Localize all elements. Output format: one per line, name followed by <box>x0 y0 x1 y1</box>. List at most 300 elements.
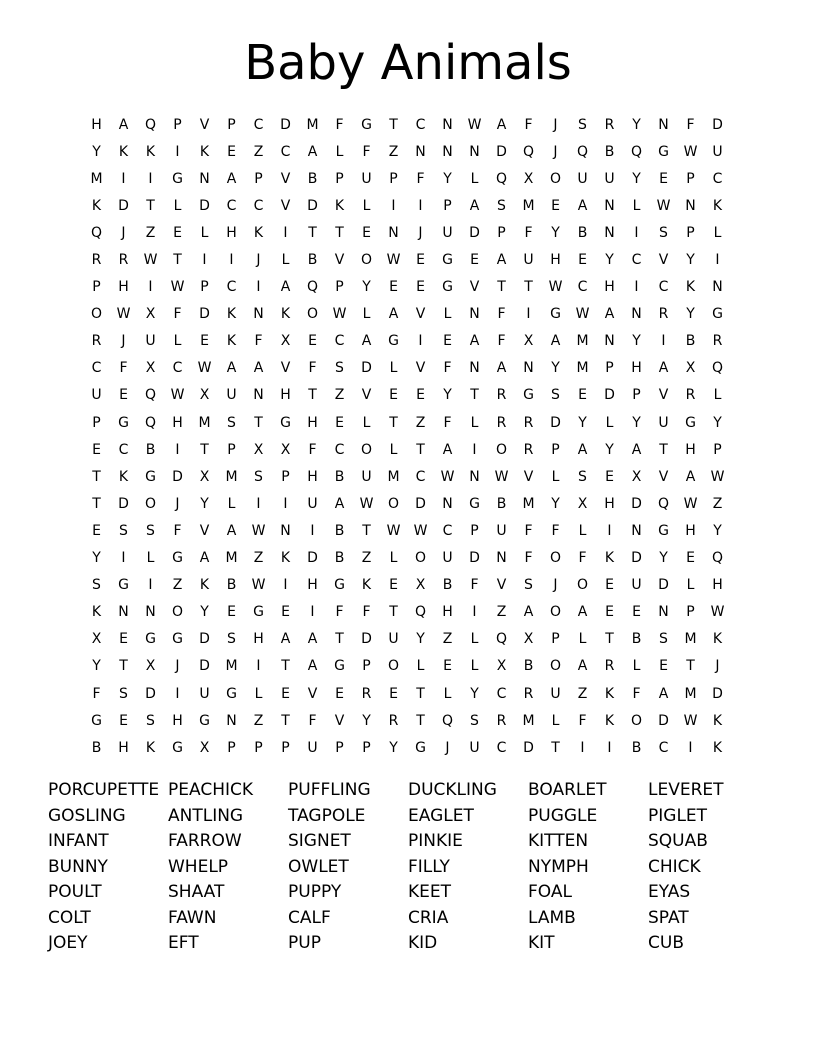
grid-letter[interactable]: N <box>415 143 426 160</box>
grid-letter[interactable]: I <box>310 604 315 621</box>
grid-letter[interactable]: D <box>469 550 480 567</box>
grid-letter[interactable]: W <box>413 522 428 539</box>
grid-letter[interactable]: K <box>145 739 156 756</box>
grid-letter[interactable]: F <box>443 360 452 377</box>
grid-letter[interactable]: A <box>253 360 264 377</box>
grid-letter[interactable]: D <box>631 495 642 512</box>
grid-letter[interactable]: Y <box>551 495 560 512</box>
grid-letter[interactable]: M <box>522 197 535 214</box>
grid-letter[interactable]: U <box>442 550 453 567</box>
grid-letter[interactable]: L <box>578 522 587 539</box>
grid-letter[interactable]: N <box>226 712 237 729</box>
grid-letter[interactable]: N <box>631 306 642 323</box>
grid-letter[interactable]: M <box>225 658 238 675</box>
grid-letter[interactable]: N <box>469 306 480 323</box>
grid-letter[interactable]: X <box>523 631 534 648</box>
grid-letter[interactable]: V <box>280 197 291 214</box>
grid-letter[interactable]: N <box>118 604 129 621</box>
grid-letter[interactable]: W <box>386 252 401 269</box>
grid-letter[interactable]: A <box>361 333 372 350</box>
grid-letter[interactable]: W <box>575 306 590 323</box>
grid-letter[interactable]: S <box>578 468 587 485</box>
grid-letter[interactable]: Z <box>334 387 345 404</box>
grid-letter[interactable]: Y <box>200 495 209 512</box>
grid-letter[interactable]: L <box>173 333 182 350</box>
grid-letter[interactable]: W <box>494 468 509 485</box>
grid-letter[interactable]: U <box>631 577 642 594</box>
grid-letter[interactable]: C <box>631 252 642 269</box>
grid-letter[interactable]: N <box>199 170 210 187</box>
grid-letter[interactable]: M <box>522 495 535 512</box>
grid-letter[interactable]: V <box>415 360 426 377</box>
grid-letter[interactable]: J <box>121 333 126 350</box>
grid-letter[interactable]: V <box>334 712 345 729</box>
grid-letter[interactable]: T <box>605 631 614 648</box>
grid-letter[interactable]: F <box>443 414 452 431</box>
grid-letter[interactable]: M <box>306 116 319 133</box>
grid-letter[interactable]: F <box>578 712 587 729</box>
grid-letter[interactable]: A <box>118 116 129 133</box>
grid-letter[interactable]: G <box>712 306 723 323</box>
grid-letter[interactable]: J <box>553 116 558 133</box>
grid-letter[interactable]: F <box>308 360 317 377</box>
grid-letter[interactable]: P <box>686 604 695 621</box>
grid-letter[interactable]: N <box>631 522 642 539</box>
grid-letter[interactable]: G <box>199 712 210 729</box>
grid-letter[interactable]: I <box>121 170 126 187</box>
grid-letter[interactable]: P <box>335 739 344 756</box>
grid-letter[interactable]: D <box>199 631 210 648</box>
grid-letter[interactable]: B <box>334 522 345 539</box>
grid-letter[interactable]: N <box>712 279 723 296</box>
grid-letter[interactable]: F <box>335 116 344 133</box>
grid-letter[interactable]: P <box>362 658 371 675</box>
grid-letter[interactable]: Q <box>144 116 157 133</box>
grid-letter[interactable]: T <box>146 197 155 214</box>
grid-letter[interactable]: B <box>226 577 237 594</box>
grid-letter[interactable]: X <box>145 658 156 675</box>
grid-letter[interactable]: T <box>308 387 317 404</box>
grid-letter[interactable]: G <box>253 604 264 621</box>
grid-letter[interactable]: I <box>688 739 693 756</box>
grid-letter[interactable]: Q <box>630 143 643 160</box>
grid-letter[interactable]: W <box>440 468 455 485</box>
grid-letter[interactable]: A <box>388 306 399 323</box>
grid-letter[interactable]: H <box>172 414 183 431</box>
grid-letter[interactable]: A <box>523 604 534 621</box>
grid-letter[interactable]: Y <box>551 224 560 241</box>
grid-letter[interactable]: E <box>443 658 452 675</box>
grid-letter[interactable]: U <box>226 387 237 404</box>
grid-letter[interactable]: E <box>632 604 641 621</box>
grid-letter[interactable]: A <box>226 170 237 187</box>
grid-letter[interactable]: X <box>415 577 426 594</box>
grid-letter[interactable]: O <box>360 441 373 458</box>
grid-letter[interactable]: U <box>199 685 210 702</box>
grid-letter[interactable]: U <box>361 170 372 187</box>
grid-letter[interactable]: V <box>469 279 480 296</box>
grid-letter[interactable]: K <box>145 143 156 160</box>
grid-letter[interactable]: Q <box>441 712 454 729</box>
grid-letter[interactable]: S <box>470 712 479 729</box>
grid-letter[interactable]: I <box>391 197 396 214</box>
grid-letter[interactable]: W <box>386 522 401 539</box>
grid-letter[interactable]: Z <box>415 414 426 431</box>
grid-letter[interactable]: F <box>632 685 641 702</box>
grid-letter[interactable]: H <box>604 279 615 296</box>
grid-letter[interactable]: Y <box>92 658 101 675</box>
grid-letter[interactable]: H <box>604 495 615 512</box>
grid-letter[interactable]: Y <box>632 116 641 133</box>
grid-letter[interactable]: H <box>253 631 264 648</box>
grid-letter[interactable]: U <box>145 333 156 350</box>
grid-letter[interactable]: U <box>523 252 534 269</box>
grid-letter[interactable]: Y <box>92 550 101 567</box>
grid-letter[interactable]: E <box>605 468 614 485</box>
grid-letter[interactable]: N <box>280 522 291 539</box>
grid-letter[interactable]: O <box>360 252 373 269</box>
grid-letter[interactable]: S <box>254 468 263 485</box>
grid-letter[interactable]: Q <box>711 360 724 377</box>
grid-letter[interactable]: J <box>553 143 558 160</box>
grid-letter[interactable]: Z <box>172 577 183 594</box>
grid-letter[interactable]: I <box>148 279 153 296</box>
grid-letter[interactable]: W <box>656 197 671 214</box>
grid-letter[interactable]: L <box>335 143 344 160</box>
grid-letter[interactable]: Y <box>605 252 614 269</box>
grid-letter[interactable]: U <box>307 739 318 756</box>
grid-letter[interactable]: C <box>712 170 723 187</box>
grid-letter[interactable]: V <box>658 252 669 269</box>
grid-letter[interactable]: X <box>145 306 156 323</box>
grid-letter[interactable]: N <box>604 197 615 214</box>
grid-letter[interactable]: B <box>91 739 102 756</box>
grid-letter[interactable]: Q <box>144 387 157 404</box>
grid-letter[interactable]: L <box>551 468 560 485</box>
grid-letter[interactable]: G <box>172 170 183 187</box>
grid-letter[interactable]: Q <box>306 279 319 296</box>
grid-letter[interactable]: F <box>173 306 182 323</box>
grid-letter[interactable]: Y <box>416 631 425 648</box>
grid-letter[interactable]: B <box>631 739 642 756</box>
grid-letter[interactable]: P <box>443 197 452 214</box>
grid-letter[interactable]: P <box>335 170 344 187</box>
grid-letter[interactable]: E <box>200 333 209 350</box>
grid-letter[interactable]: Z <box>253 550 264 567</box>
grid-letter[interactable]: I <box>175 441 180 458</box>
grid-letter[interactable]: F <box>362 604 371 621</box>
grid-letter[interactable]: O <box>549 658 562 675</box>
grid-letter[interactable]: K <box>712 631 723 648</box>
grid-letter[interactable]: M <box>576 360 589 377</box>
grid-letter[interactable]: L <box>713 224 722 241</box>
grid-letter[interactable]: K <box>118 143 129 160</box>
grid-letter[interactable]: X <box>280 441 291 458</box>
grid-letter[interactable]: Q <box>495 170 508 187</box>
grid-letter[interactable]: K <box>91 197 102 214</box>
grid-letter[interactable]: T <box>416 712 425 729</box>
grid-letter[interactable]: E <box>389 685 398 702</box>
grid-letter[interactable]: E <box>227 143 236 160</box>
grid-letter[interactable]: C <box>91 360 102 377</box>
grid-letter[interactable]: A <box>577 658 588 675</box>
grid-letter[interactable]: F <box>524 550 533 567</box>
grid-letter[interactable]: A <box>226 360 237 377</box>
grid-letter[interactable]: Z <box>145 224 156 241</box>
grid-letter[interactable]: I <box>580 739 585 756</box>
grid-letter[interactable]: Y <box>443 387 452 404</box>
grid-letter[interactable]: O <box>90 306 103 323</box>
grid-letter[interactable]: O <box>549 170 562 187</box>
word-search-grid[interactable] <box>83 111 731 761</box>
grid-letter[interactable]: N <box>658 604 669 621</box>
grid-letter[interactable]: R <box>496 387 507 404</box>
grid-letter[interactable]: E <box>281 685 290 702</box>
grid-letter[interactable]: K <box>91 604 102 621</box>
grid-letter[interactable]: M <box>576 333 589 350</box>
grid-letter[interactable]: B <box>442 577 453 594</box>
grid-letter[interactable]: N <box>469 468 480 485</box>
grid-letter[interactable]: F <box>497 306 506 323</box>
grid-letter[interactable]: A <box>496 360 507 377</box>
grid-letter[interactable]: T <box>92 468 101 485</box>
grid-letter[interactable]: S <box>227 414 236 431</box>
grid-letter[interactable]: S <box>659 631 668 648</box>
grid-letter[interactable]: J <box>418 224 423 241</box>
grid-letter[interactable]: P <box>254 170 263 187</box>
grid-letter[interactable]: D <box>550 414 561 431</box>
grid-letter[interactable]: A <box>226 522 237 539</box>
grid-letter[interactable]: A <box>307 631 318 648</box>
grid-letter[interactable]: K <box>685 279 696 296</box>
grid-letter[interactable]: Y <box>713 414 722 431</box>
grid-letter[interactable]: O <box>414 550 427 567</box>
grid-letter[interactable]: F <box>308 441 317 458</box>
grid-letter[interactable]: V <box>334 252 345 269</box>
grid-letter[interactable]: H <box>280 387 291 404</box>
grid-letter[interactable]: Q <box>657 495 670 512</box>
grid-letter[interactable]: B <box>604 143 615 160</box>
grid-letter[interactable]: T <box>470 387 479 404</box>
grid-letter[interactable]: R <box>91 333 102 350</box>
grid-letter[interactable]: H <box>685 522 696 539</box>
grid-letter[interactable]: R <box>712 333 723 350</box>
grid-letter[interactable]: F <box>524 224 533 241</box>
grid-letter[interactable]: C <box>442 522 453 539</box>
grid-letter[interactable]: J <box>121 224 126 241</box>
grid-letter[interactable]: E <box>119 712 128 729</box>
grid-letter[interactable]: K <box>712 197 723 214</box>
grid-letter[interactable]: E <box>416 387 425 404</box>
grid-letter[interactable]: A <box>658 360 669 377</box>
grid-letter[interactable]: R <box>91 252 102 269</box>
grid-letter[interactable]: V <box>280 170 291 187</box>
grid-letter[interactable]: G <box>685 414 696 431</box>
grid-letter[interactable]: G <box>91 712 102 729</box>
grid-letter[interactable]: D <box>712 116 723 133</box>
grid-letter[interactable]: L <box>551 712 560 729</box>
grid-letter[interactable]: L <box>362 414 371 431</box>
grid-letter[interactable]: T <box>200 441 209 458</box>
grid-letter[interactable]: O <box>387 495 400 512</box>
grid-letter[interactable]: Y <box>659 550 668 567</box>
grid-letter[interactable]: P <box>686 170 695 187</box>
grid-letter[interactable]: T <box>281 712 290 729</box>
grid-letter[interactable]: E <box>605 604 614 621</box>
grid-letter[interactable]: T <box>416 685 425 702</box>
grid-letter[interactable]: E <box>173 224 182 241</box>
grid-letter[interactable]: L <box>605 414 614 431</box>
grid-letter[interactable]: C <box>226 197 237 214</box>
grid-letter[interactable]: E <box>389 577 398 594</box>
grid-letter[interactable]: X <box>199 739 210 756</box>
grid-letter[interactable]: T <box>389 116 398 133</box>
grid-letter[interactable]: R <box>523 685 534 702</box>
grid-letter[interactable]: D <box>658 577 669 594</box>
grid-letter[interactable]: P <box>470 522 479 539</box>
grid-letter[interactable]: S <box>227 631 236 648</box>
grid-letter[interactable]: X <box>199 468 210 485</box>
grid-letter[interactable]: I <box>202 252 207 269</box>
grid-letter[interactable]: C <box>496 739 507 756</box>
grid-letter[interactable]: C <box>415 116 426 133</box>
grid-letter[interactable]: X <box>523 333 534 350</box>
grid-letter[interactable]: O <box>549 604 562 621</box>
grid-letter[interactable]: F <box>92 685 101 702</box>
grid-letter[interactable]: V <box>658 468 669 485</box>
grid-letter[interactable]: E <box>92 441 101 458</box>
grid-letter[interactable]: D <box>280 116 291 133</box>
grid-letter[interactable]: V <box>415 306 426 323</box>
grid-letter[interactable]: N <box>442 116 453 133</box>
grid-letter[interactable]: C <box>172 360 183 377</box>
grid-letter[interactable]: P <box>551 631 560 648</box>
grid-letter[interactable]: R <box>496 712 507 729</box>
grid-letter[interactable]: Y <box>362 712 371 729</box>
grid-letter[interactable]: K <box>712 712 723 729</box>
grid-letter[interactable]: A <box>685 468 696 485</box>
grid-letter[interactable]: A <box>307 658 318 675</box>
grid-letter[interactable]: E <box>605 577 614 594</box>
grid-letter[interactable]: I <box>661 333 666 350</box>
grid-letter[interactable]: D <box>604 387 615 404</box>
grid-letter[interactable]: R <box>685 387 696 404</box>
grid-letter[interactable]: Y <box>713 522 722 539</box>
grid-letter[interactable]: G <box>361 116 372 133</box>
grid-letter[interactable]: L <box>416 658 425 675</box>
grid-letter[interactable]: V <box>307 685 318 702</box>
grid-letter[interactable]: N <box>442 143 453 160</box>
grid-letter[interactable]: R <box>604 116 615 133</box>
grid-letter[interactable]: C <box>280 143 291 160</box>
grid-letter[interactable]: X <box>523 170 534 187</box>
grid-letter[interactable]: J <box>175 658 180 675</box>
grid-letter[interactable]: B <box>145 441 156 458</box>
grid-letter[interactable]: A <box>496 116 507 133</box>
grid-letter[interactable]: D <box>199 306 210 323</box>
grid-letter[interactable]: K <box>280 550 291 567</box>
grid-letter[interactable]: C <box>334 441 345 458</box>
grid-letter[interactable]: L <box>686 577 695 594</box>
grid-letter[interactable]: G <box>550 306 561 323</box>
grid-letter[interactable]: S <box>119 685 128 702</box>
grid-letter[interactable]: A <box>469 333 480 350</box>
grid-letter[interactable]: O <box>144 495 157 512</box>
grid-letter[interactable]: Z <box>577 685 588 702</box>
grid-letter[interactable]: I <box>418 333 423 350</box>
grid-letter[interactable]: I <box>472 604 477 621</box>
grid-letter[interactable]: V <box>658 387 669 404</box>
grid-letter[interactable]: L <box>362 197 371 214</box>
grid-letter[interactable]: Y <box>200 604 209 621</box>
grid-letter[interactable]: A <box>496 252 507 269</box>
grid-letter[interactable]: Y <box>443 170 452 187</box>
grid-letter[interactable]: H <box>307 414 318 431</box>
grid-letter[interactable]: H <box>226 224 237 241</box>
grid-letter[interactable]: I <box>121 550 126 567</box>
grid-letter[interactable]: U <box>658 414 669 431</box>
grid-letter[interactable]: P <box>227 739 236 756</box>
grid-letter[interactable]: R <box>604 658 615 675</box>
grid-letter[interactable]: Y <box>632 333 641 350</box>
grid-letter[interactable]: I <box>148 170 153 187</box>
grid-letter[interactable]: Z <box>253 143 264 160</box>
grid-letter[interactable]: P <box>632 387 641 404</box>
grid-letter[interactable]: W <box>683 143 698 160</box>
grid-letter[interactable]: D <box>658 712 669 729</box>
grid-letter[interactable]: E <box>659 658 668 675</box>
grid-letter[interactable]: I <box>175 143 180 160</box>
grid-letter[interactable]: C <box>226 279 237 296</box>
grid-letter[interactable]: W <box>116 306 131 323</box>
grid-letter[interactable]: N <box>658 116 669 133</box>
grid-letter[interactable]: U <box>361 468 372 485</box>
grid-letter[interactable]: F <box>470 577 479 594</box>
grid-letter[interactable]: E <box>335 685 344 702</box>
grid-letter[interactable]: B <box>307 252 318 269</box>
grid-letter[interactable]: U <box>550 685 561 702</box>
grid-letter[interactable]: K <box>199 577 210 594</box>
grid-letter[interactable]: L <box>200 224 209 241</box>
grid-letter[interactable]: U <box>469 739 480 756</box>
grid-letter[interactable]: E <box>416 252 425 269</box>
grid-letter[interactable]: D <box>118 197 129 214</box>
grid-letter[interactable]: A <box>577 441 588 458</box>
grid-letter[interactable]: X <box>199 387 210 404</box>
grid-letter[interactable]: E <box>281 604 290 621</box>
grid-letter[interactable]: K <box>334 197 345 214</box>
grid-letter[interactable]: Q <box>144 414 157 431</box>
grid-letter[interactable]: K <box>118 468 129 485</box>
grid-letter[interactable]: T <box>281 658 290 675</box>
grid-letter[interactable]: O <box>495 441 508 458</box>
grid-letter[interactable]: S <box>146 522 155 539</box>
grid-letter[interactable]: B <box>334 550 345 567</box>
grid-letter[interactable]: A <box>199 550 210 567</box>
grid-letter[interactable]: W <box>251 522 266 539</box>
grid-letter[interactable]: E <box>416 279 425 296</box>
grid-letter[interactable]: E <box>578 387 587 404</box>
grid-letter[interactable]: Y <box>389 739 398 756</box>
grid-letter[interactable]: F <box>524 116 533 133</box>
grid-letter[interactable]: S <box>92 577 101 594</box>
grid-letter[interactable]: I <box>634 224 639 241</box>
grid-letter[interactable]: T <box>524 279 533 296</box>
grid-letter[interactable]: F <box>578 550 587 567</box>
grid-letter[interactable]: G <box>442 252 453 269</box>
grid-letter[interactable]: M <box>522 712 535 729</box>
grid-letter[interactable]: R <box>523 414 534 431</box>
